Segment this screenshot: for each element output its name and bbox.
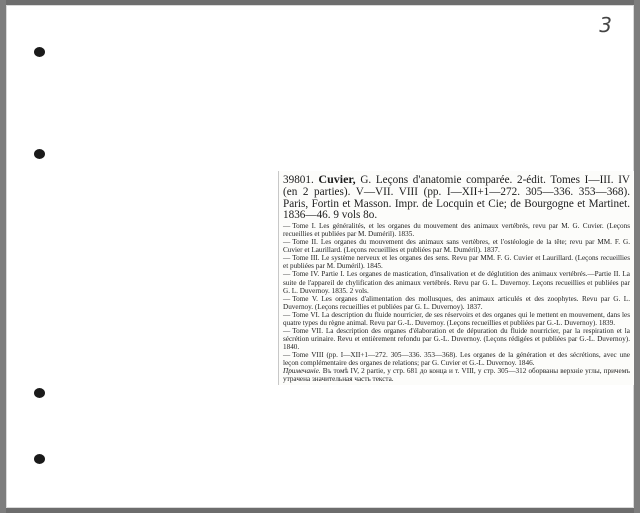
scan-frame-bottom xyxy=(0,508,640,513)
punch-hole xyxy=(34,149,45,159)
note-label: Примечаніе. xyxy=(283,367,321,376)
tome-text: Tome I. Les généralités, et les organes du mouvement des animaux vertébrés, revu par M. G. Cuvier. (Leçons recueillies et publiées par M. Duméril). 1835. xyxy=(283,222,630,239)
entry-title: G. Leçons d'anatomie comparée. 2-édit. Tomes I—III. IV (en 2 parties). V—VII. VIII (pp. I—XII+1—272. 305—336. 353—368). Paris, Fortin et Masson. Impr. de Locquin et Cie; de Bourgogne et Martinet. 1836—46. 9 vols 8o. xyxy=(283,174,630,222)
tome-entry: — Tome V. Les organes d'alimentation des mollusques, des animaux articulés et des zoophytes. Revu par G. L. Duvernoy. (Leçons recueillies et publiées par G. L. Duvernoy). 1837. xyxy=(283,294,630,311)
tome-text: Tome V. Les organes d'alimentation des mollusques, des animaux articulés et des zoophytes. Revu par G. L. Duvernoy. (Leçons recueillies et publiées par G. L. Duvernoy). 1837. xyxy=(283,294,630,311)
tome-entry: — Tome IV. Partie I. Les organes de mastication, d'insalivation et de déglutition des animaux vertébrés.—Partie II. La suite de l'appareil de chylification des animaux vertébrés. Revu par G. L. Duvernoy. Leçons recueillies et publiées par G. L. Duvernoy. 1835. 2 vols. xyxy=(283,270,630,295)
punch-hole xyxy=(34,454,45,464)
note xyxy=(283,367,630,383)
tome-text: Tome II. Les organes du mouvement des animaux sans vertèbres, et l'ostéologie de la tête; revu par MM. F. G. Cuvier et Laurillard. (Leçons recueillies et publiées par M. Duméril). 1837. xyxy=(283,238,630,255)
tome-entry: — Tome II. Les organes du mouvement des animaux sans vertèbres, et l'ostéologie de la tête; revu par MM. F. G. Cuvier et Laurillard. (Leçons recueillies et publiées par M. Duméril). 1837. xyxy=(283,238,630,255)
tome-text: Tome VIII (pp. I—XII+1—272. 305—336. 353—368). Les organes de la génération et des sécrétions, avec une leçon complémentaire des organes de relations; par G. Cuvier et G.-L. Duvernoy. 1846. xyxy=(283,350,630,367)
tome-entry: — Tome VI. La description du fluide nourricier, de ses réservoirs et des organes qui le mettent en mouvement, dans les quatre types du règne animal. Revu par G.-L. Duvernoy. (Leçons recueillies et publiées par G.-L. Duvernoy). 1839. xyxy=(283,310,630,327)
tome-entry: — Tome VIII (pp. I—XII+1—272. 305—336. 353—368). Les organes de la génération et des sécrétions, avec une leçon complémentaire des organes de relations; par G. Cuvier et G.-L. Duvernoy. 1846. xyxy=(283,350,630,367)
tome-entry: — Tome I. Les généralités, et les organes du mouvement des animaux vertébrés, revu par M. G. Cuvier. (Leçons recueillies et publiées par M. Duméril). 1835. xyxy=(283,222,630,239)
tome-entry: — Tome VII. La description des organes d'élaboration et de dépuration du fluide nourricier, par la respiration et la sécrétion urinaire. Revu et entièrement refondu par G.-L. Duvernoy. (Leçons rédigées et publiées par G.-L. Duvernoy). 1840. xyxy=(283,326,630,351)
entry-author: Cuvier, xyxy=(318,172,356,186)
scan-frame-right xyxy=(634,0,640,513)
page-number: 3 xyxy=(599,13,612,37)
entry-heading xyxy=(283,174,630,222)
note-text: Въ томѣ IV, 2 partie, у стр. 681 до конца и т. VIII, у стр. 305—312 оборваны верхніе углы, причемъ утрачена значительная часть текста. xyxy=(283,367,630,384)
tome-text: Tome VI. La description du fluide nourricier, de ses réservoirs et des organes qui le mettent en mouvement, dans les quatre types du règne animal. Revu par G.-L. Duvernoy. (Leçons recueillies et publiées par G.-L. Duvernoy). 1839. xyxy=(283,310,630,327)
tome-entry: — Tome III. Le système nerveux et les organes des sens. Revu par MM. F. G. Cuvier et Laurillard. (Leçons recueillies et publiées par M. Duméril). 1845. xyxy=(283,254,630,271)
entry-number: 39801. xyxy=(283,174,314,186)
tome-text: Tome IV. Partie I. Les organes de mastication, d'insalivation et de déglutition des animaux vertébrés.—Partie II. La suite de l'appareil de chylification des animaux vertébrés. Revu par G. L. Duvernoy. Leçons recueillies et publiées par G. L. Duvernoy. 1835. 2 vols. xyxy=(283,270,630,295)
catalog-clipping xyxy=(278,171,634,385)
punch-hole xyxy=(34,47,45,57)
catalog-card xyxy=(6,5,634,508)
punch-hole xyxy=(34,388,45,398)
tome-text: Tome VII. La description des organes d'élaboration et de dépuration du fluide nourricier, par la respiration et la sécrétion urinaire. Revu et entièrement refondu par G.-L. Duvernoy. (Leçons rédigées et publiées par G.-L. Duvernoy). 1840. xyxy=(283,326,630,351)
tome-text: Tome III. Le système nerveux et les organes des sens. Revu par MM. F. G. Cuvier et Laurillard. (Leçons recueillies et publiées par M. Duméril). 1845. xyxy=(283,254,630,271)
